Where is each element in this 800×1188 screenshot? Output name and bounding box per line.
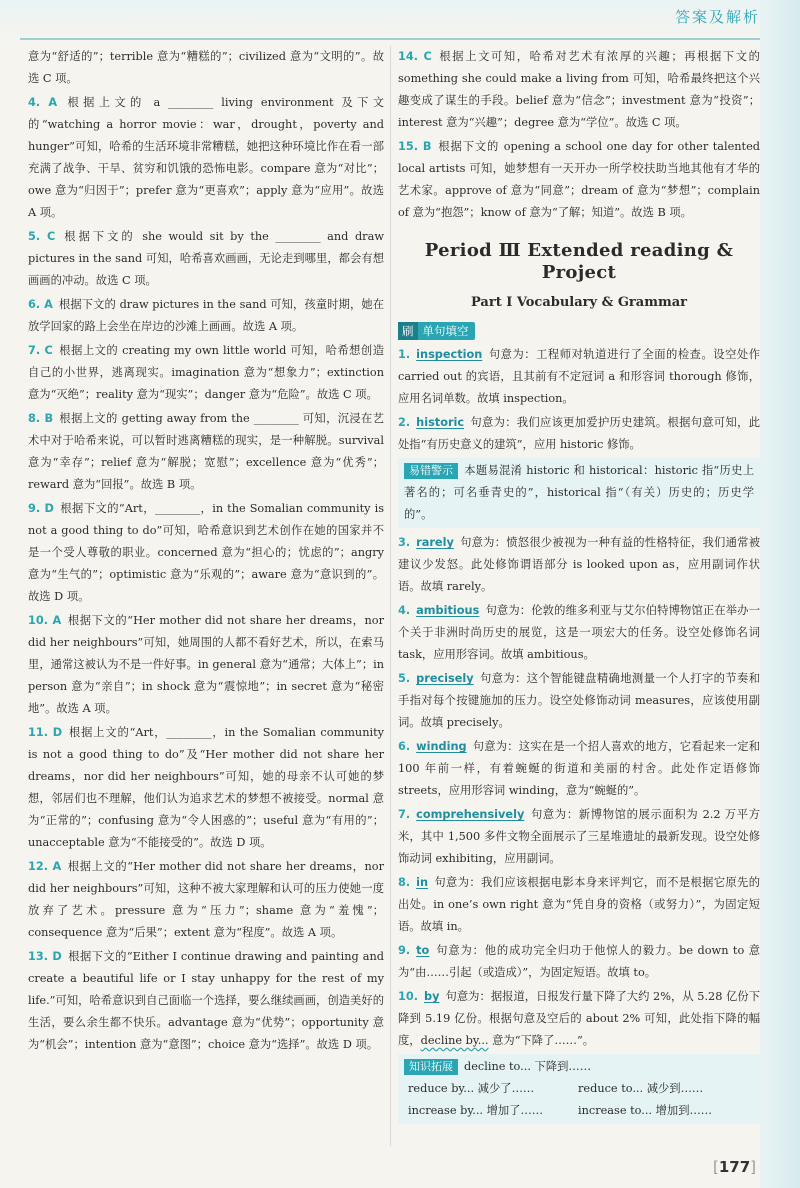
fill-item: [398, 940, 760, 984]
answer-text: 根据上文的 getting away from the ________ 可知，沉浸在艺术中对于哈希来说，可以暂时逃离糟糕的现实，是一种解脱。survival 意为“幸存”；relief 意为“解脱；宽慰”；excellence 意为“优秀”；reward 意为“回报”。故选 B 项。: [28, 412, 384, 491]
page-header: [0, 0, 800, 44]
fill-number: 4.: [398, 604, 411, 617]
warning-text: 本题易混淆 historic 和 historical：historic 指“历史上著名的；可名垂青史的”，historical 指“（有关）历史的；历史学的”。: [404, 464, 754, 521]
answer-text: 根据下文的“Art，________，in the Somalian community is not a good thing to do”可知，哈希意识到艺术创作在她的国家并不是一个受人尊敬的职业。concerned 意为“担心的；忧虑的”；angry 意为“生气的”；optimistic 意为“乐观的”；aware 意为“意识到的”。故选 D 项。: [28, 502, 384, 603]
fill-answer: precisely: [416, 672, 474, 685]
knowledge-row-text: decline to... 下降到……: [464, 1060, 592, 1073]
answer-item: [28, 340, 384, 406]
answer-text: 意为“舒适的”；terrible 意为“糟糕的”；civilized 意为“文明的”。故选 C 项。: [28, 50, 384, 85]
answer-item: [398, 46, 760, 134]
part-title: Part Ⅰ Vocabulary & Grammar: [471, 295, 687, 310]
answer-number: 6. A: [28, 298, 53, 311]
header-title: 答案及解析: [674, 8, 760, 26]
fill-answer: inspection: [416, 348, 483, 361]
fill-text: 句意为：这个智能键盘精确地测量一个人打字的节奏和手指对每个按键施加的压力。设空处修饰动词 measures，应该使用副词。故填 precisely。: [398, 672, 760, 729]
warning-label: 易错警示: [404, 463, 458, 479]
warning-note: [398, 458, 760, 528]
answer-number: 11. D: [28, 726, 63, 739]
answer-number: 7. C: [28, 344, 53, 357]
fill-answer: ambitious: [416, 604, 480, 617]
answer-text: 根据上文的 creating my own little world 可知，哈希想创造自己的小世界，逃离现实。imagination 意为“想象力”；extinction 意为“灭绝”；reality 意为“现实”；danger 意为“危险”。故选 C 项。: [28, 344, 384, 401]
section-tag: [398, 322, 475, 340]
fill-item: [398, 804, 760, 870]
answer-text: 根据上文的“Art，________，in the Somalian community is not a good thing to do”及“Her mother did not share her dreams，nor did her neighbours”可知，她的母亲不认可她的梦想，邻居们也不理解，他们认为追求艺术的梦想不被接受。normal 意为“正常的”；confusing 意为“令人困惑的”；useful 意为“有用的”；unacceptable 意为“不能接受的”。故选 D 项。: [28, 726, 385, 849]
answer-number: 15. B: [398, 140, 432, 153]
fill-answer: by: [424, 990, 440, 1003]
knowledge-label: 知识拓展: [404, 1059, 458, 1075]
answer-item: [28, 856, 384, 944]
fill-text: 句意为：工程师对轨道进行了全面的检查。设空处作 carried out 的宾语，且其前有不定冠词 a 和形容词 thorough 修饰，应用名词单数。故填 inspection。: [398, 348, 760, 405]
answer-text: 根据上文的“Her mother did not share her dreams，nor did her neighbours”可知，这种不被大家理解和认可的压力使她一度放弃了艺术。pressure 意为“压力”；shame 意为“羞愧”；consequence 意为“后果”；extent 意为“程度”。故选 A 项。: [28, 860, 384, 939]
knowledge-row: [404, 1100, 754, 1122]
fill-phrase: decline by...: [420, 1034, 489, 1047]
period-title: Period Ⅲ Extended reading & Project: [424, 240, 734, 283]
answer-text: 根据下文的“Her mother did not share her dreams，nor did her neighbours”可知，她周围的人都不看好艺术，所以，在索马里，通常这被认为不是一件好事。in general 意为“通常；大体上”；in person 意为“亲自”；in shock 意为“震惊地”；in secret 意为“秘密地”。故选 A 项。: [28, 614, 384, 715]
fill-number: 2.: [398, 416, 411, 429]
header-rule: [20, 38, 800, 40]
fill-answer: rarely: [416, 536, 454, 549]
knowledge-cell: reduce to... 减少到……: [578, 1082, 704, 1095]
fill-answer: to: [416, 944, 430, 957]
fill-item: [398, 600, 760, 666]
fill-number: 8.: [398, 876, 411, 889]
page-number-value: 177: [718, 1158, 751, 1176]
answer-number: 14. C: [398, 50, 432, 63]
answer-item: [28, 408, 384, 496]
fill-text: 句意为：我们应该根据电影本身来评判它，而不是根据它原先的出处。in one’s own right 意为“凭自身的资格（或努力）”，为固定短语。故填 in。: [398, 876, 760, 933]
knowledge-cell: increase to... 增加到……: [578, 1104, 713, 1117]
fill-number: 3.: [398, 536, 411, 549]
fill-number: 7.: [398, 808, 411, 821]
fill-item: [398, 344, 760, 410]
answer-item: [28, 722, 384, 854]
answer-number: 12. A: [28, 860, 62, 873]
page-edge-tab: [760, 0, 800, 1188]
fill-number: 9.: [398, 944, 411, 957]
fill-answer: comprehensively: [416, 808, 525, 821]
knowledge-row: [404, 1078, 754, 1100]
answer-number: 13. D: [28, 950, 62, 963]
fill-text-tail: 意为“下降了……”。: [488, 1034, 595, 1047]
fill-item: [398, 872, 760, 938]
answer-item: [398, 136, 760, 224]
fill-answer: historic: [416, 416, 465, 429]
answer-item: [28, 610, 384, 720]
fill-number: 5.: [398, 672, 411, 685]
fill-text: 句意为：愤怒很少被视为一种有益的性格特征，我们通常被建议少发怒。此处修饰谓语部分 is looked upon as，应用副词作状语。故填 rarely。: [398, 536, 760, 593]
fill-number: 1.: [398, 348, 411, 361]
fill-item: [398, 986, 760, 1052]
answer-item: [28, 226, 384, 292]
section-tag-label: 单句填空: [422, 324, 469, 338]
fill-answer: winding: [416, 740, 467, 753]
knowledge-note: [398, 1054, 760, 1124]
answer-text: 根据下文的“Either I continue drawing and painting and create a beautiful life or I stay unhappy for the rest of my life.”可知，哈希意识到自己面临一个选择，要么继续画画，创造美好的生活，要么余生都不快乐。advantage 意为“优势”；opportunity 意为“机会”；intention 意为“意图”；choice 意为“选择”。故选 D 项。: [28, 950, 384, 1051]
answer-number: 10. A: [28, 614, 62, 627]
fill-item: [398, 668, 760, 734]
fill-text: 句意为：我们应该更加爱护历史建筑。根据句意可知，此处指“有历史意义的建筑”，应用 historic 修饰。: [398, 416, 760, 451]
answer-number: 8. B: [28, 412, 54, 425]
page-number: [177]: [712, 1158, 756, 1176]
answer-number: 4. A: [28, 96, 58, 109]
fill-number: 10.: [398, 990, 419, 1003]
fill-item: [398, 736, 760, 802]
answer-item: [28, 46, 384, 90]
answer-item: [28, 498, 384, 608]
fill-text: 句意为：他的成功完全归功于他惊人的毅力。be down to 意为“由……引起（或造成）”，为固定短语。故填 to。: [398, 944, 760, 979]
answer-text: 根据下文的 she would sit by the ________ and draw pictures in the sand 可知，哈希喜欢画画，无论走到哪里，都会有想画画的冲动。故选 C 项。: [28, 230, 384, 287]
answer-text: 根据下文的 draw pictures in the sand 可知，孩童时期，她在放学回家的路上会坐在岸边的沙滩上画画。故选 A 项。: [28, 298, 385, 333]
answer-item: [28, 92, 384, 224]
fill-text: 句意为：据报道，日报发行量下降了大约 2%，从 5.28 亿份下降到 5.19 亿份。根据句意及空后的 about 2% 可知，此处指下降的幅度，: [398, 990, 760, 1047]
right-column: [398, 46, 760, 1128]
answer-item: [28, 294, 384, 338]
answer-number: 5. C: [28, 230, 56, 243]
knowledge-cell: reduce by... 减少了……: [408, 1082, 535, 1095]
fill-text: 句意为：新博物馆的展示面积为 2.2 万平方米，其中 1,500 多件文物全面展示了三星堆遗址的最新发现。设空处修饰动词 exhibiting，应用副词。: [398, 808, 760, 865]
fill-item: [398, 532, 760, 598]
knowledge-cell: increase by... 增加了……: [408, 1104, 544, 1117]
left-column: [28, 46, 384, 1058]
answer-text: 根据上文可知，哈希对艺术有浓厚的兴趣；再根据下文的 something she could make a living from 可知，哈希最终把这个兴趣变成了谋生的手段。belief 意为“信念”；investment 意为“投资”；interest 意为“兴趣”；degree 意为“学位”。故选 C 项。: [398, 50, 760, 129]
fill-number: 6.: [398, 740, 411, 753]
answer-item: [28, 946, 384, 1056]
fill-item: [398, 412, 760, 456]
fill-answer: in: [416, 876, 429, 889]
answer-text: 根据上文的 a ________ living environment 及下文的“watching a horror movie：war，drought，poverty and hunger”可知，哈希的生活环境非常糟糕，她把这种环境比作在看一部充满了战争、干旱、贫穷和饥饿的恐怖电影。compare 意为“对比”；owe 意为“归因于”；prefer 意为“更喜欢”；apply 意为“应用”。故选 A 项。: [28, 96, 384, 219]
fill-text: 句意为：这实在是一个招人喜欢的地方，它看起来一定和 100 年前一样，有着蜿蜒的街道和美丽的村舍。此处作定语修饰 streets，应用形容词 winding，意为“蜿蜒的”。: [398, 740, 760, 797]
answer-text: 根据下文的 opening a school one day for other talented local artists 可知，她梦想有一天开办一所学校扶助当地其他有才华的艺术家。approve of 意为“同意”；dream of 意为“梦想”；complain of 意为“抱怨”；know of 意为“了解；知道”。故选 B 项。: [398, 140, 760, 219]
answer-number: 9. D: [28, 502, 54, 515]
column-divider: [390, 46, 391, 1146]
fill-text: 句意为：伦敦的维多利亚与艾尔伯特博物馆正在举办一个关于非洲时尚历史的展览，这是一项宏大的任务。设空处修饰名词 task，应用形容词。故填 ambitious。: [398, 604, 760, 661]
brush-icon: 刷: [398, 322, 418, 340]
